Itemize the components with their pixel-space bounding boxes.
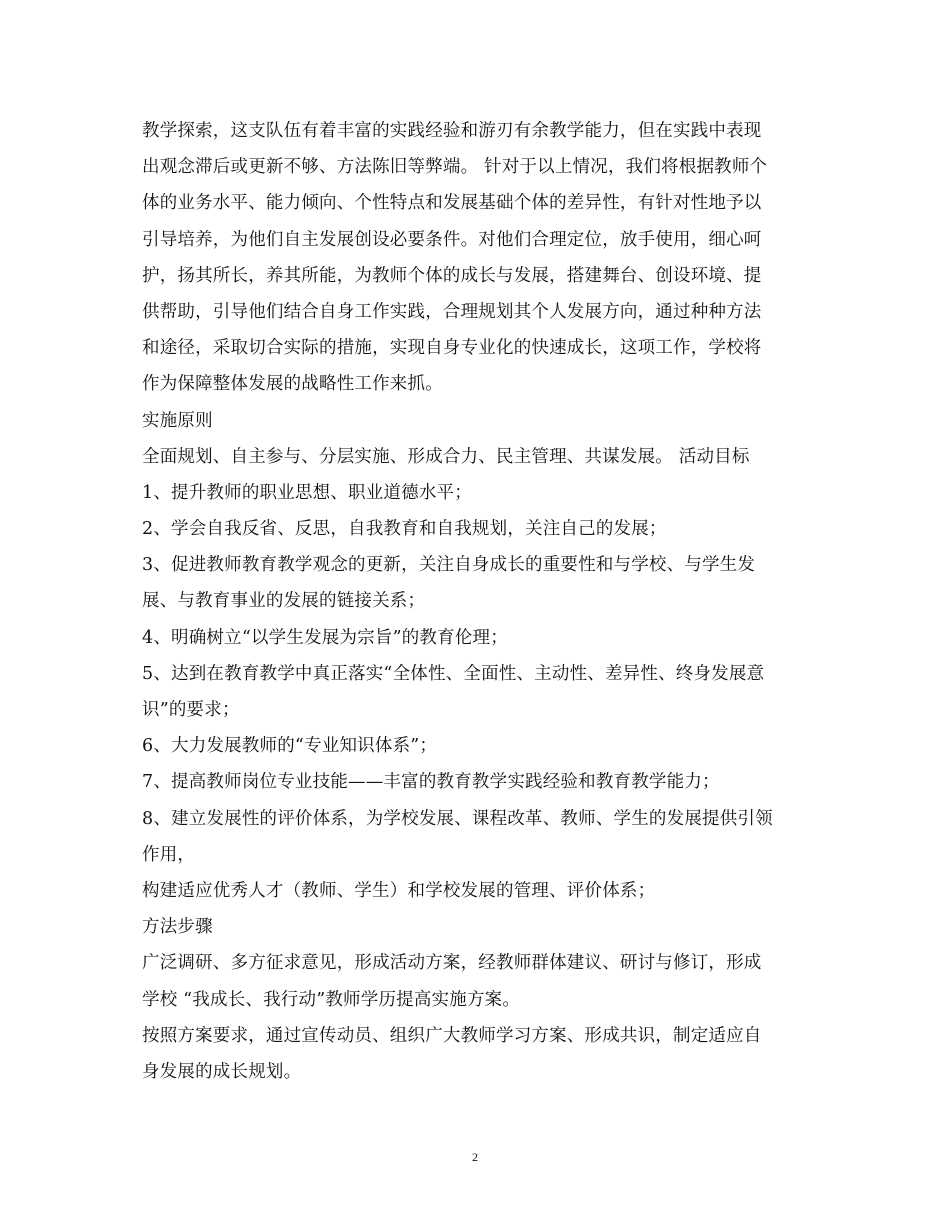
list-item: 4、明确树立“以学生发展为宗旨”的教育伦理； [142,627,508,648]
text-line: 构建适应优秀人才（教师、学生）和学校发展的管理、评价体系； [142,880,656,901]
section-heading-methods: 方法步骤 [142,917,213,938]
text-line: 学校 “我成长、我行动”教师学历提高实施方案。 [142,989,521,1010]
list-item-continuation: 作用， [142,844,196,865]
text-line: 广泛调研、多方征求意见，形成活动方案，经教师群体建议、研讨与修订，形成 [142,953,762,974]
text-line: 供帮助，引导他们结合自身工作实践，合理规划其个人发展方向，通过种种方法 [142,301,762,322]
list-item-continuation: 展、与教育事业的发展的链接关系； [142,591,426,612]
text-line: 体的业务水平、能力倾向、个性特点和发展基础个体的差异性，有针对性地予以 [142,193,762,214]
list-item-continuation: 识”的要求； [142,700,240,720]
document-body [142,113,812,1090]
text-line: 出观念滞后或更新不够、方法陈旧等弊端。 针对于以上情况，我们将根据教师个 [142,157,768,178]
page-number: 2 [472,1150,478,1164]
list-item: 1、提升教师的职业思想、职业道德水平； [142,482,472,503]
list-item: 7、提高教师岗位专业技能——丰富的教育教学实践经验和教育教学能力； [142,772,720,793]
text-line: 按照方案要求，通过宣传动员、组织广大教师学习方案、形成共识，制定适应自 [142,1025,762,1046]
text-line: 作为保障整体发展的战略性工作来抓。 [142,374,443,395]
text-line: 教学探索，这支队伍有着丰富的实践经验和游刃有余教学能力，但在实践中表现 [142,121,762,141]
text-line: 引导培养，为他们自主发展创设必要条件。对他们合理定位，放手使用，细心呵 [142,229,762,250]
list-item: 8、建立发展性的评价体系，为学校发展、课程改革、教师、学生的发展提供引领 [142,808,773,829]
section-heading-principles: 实施原则 [142,410,213,431]
list-item: 5、达到在教育教学中真正落实“全体性、全面性、主动性、差异性、终身发展意 [142,663,765,684]
list-item: 6、大力发展教师的“专业知识体系”； [142,736,438,757]
text-line: 和途径，采取切合实际的措施，实现自身专业化的快速成长，这项工作，学校将 [142,338,762,359]
text-line: 全面规划、自主参与、分层实施、形成合力、民主管理、共谋发展。 活动目标 [142,446,750,467]
text-line: 护，扬其所长，养其所能，为教师个体的成长与发展，搭建舞台、创设环境、提 [142,265,762,286]
text-line: 身发展的成长规划。 [142,1061,302,1082]
list-item: 3、促进教师教育教学观念的更新，关注自身成长的重要性和与学校、与学生发 [142,555,756,576]
list-item: 2、学会自我反省、反思，自我教育和自我规划，关注自己的发展； [142,519,667,540]
